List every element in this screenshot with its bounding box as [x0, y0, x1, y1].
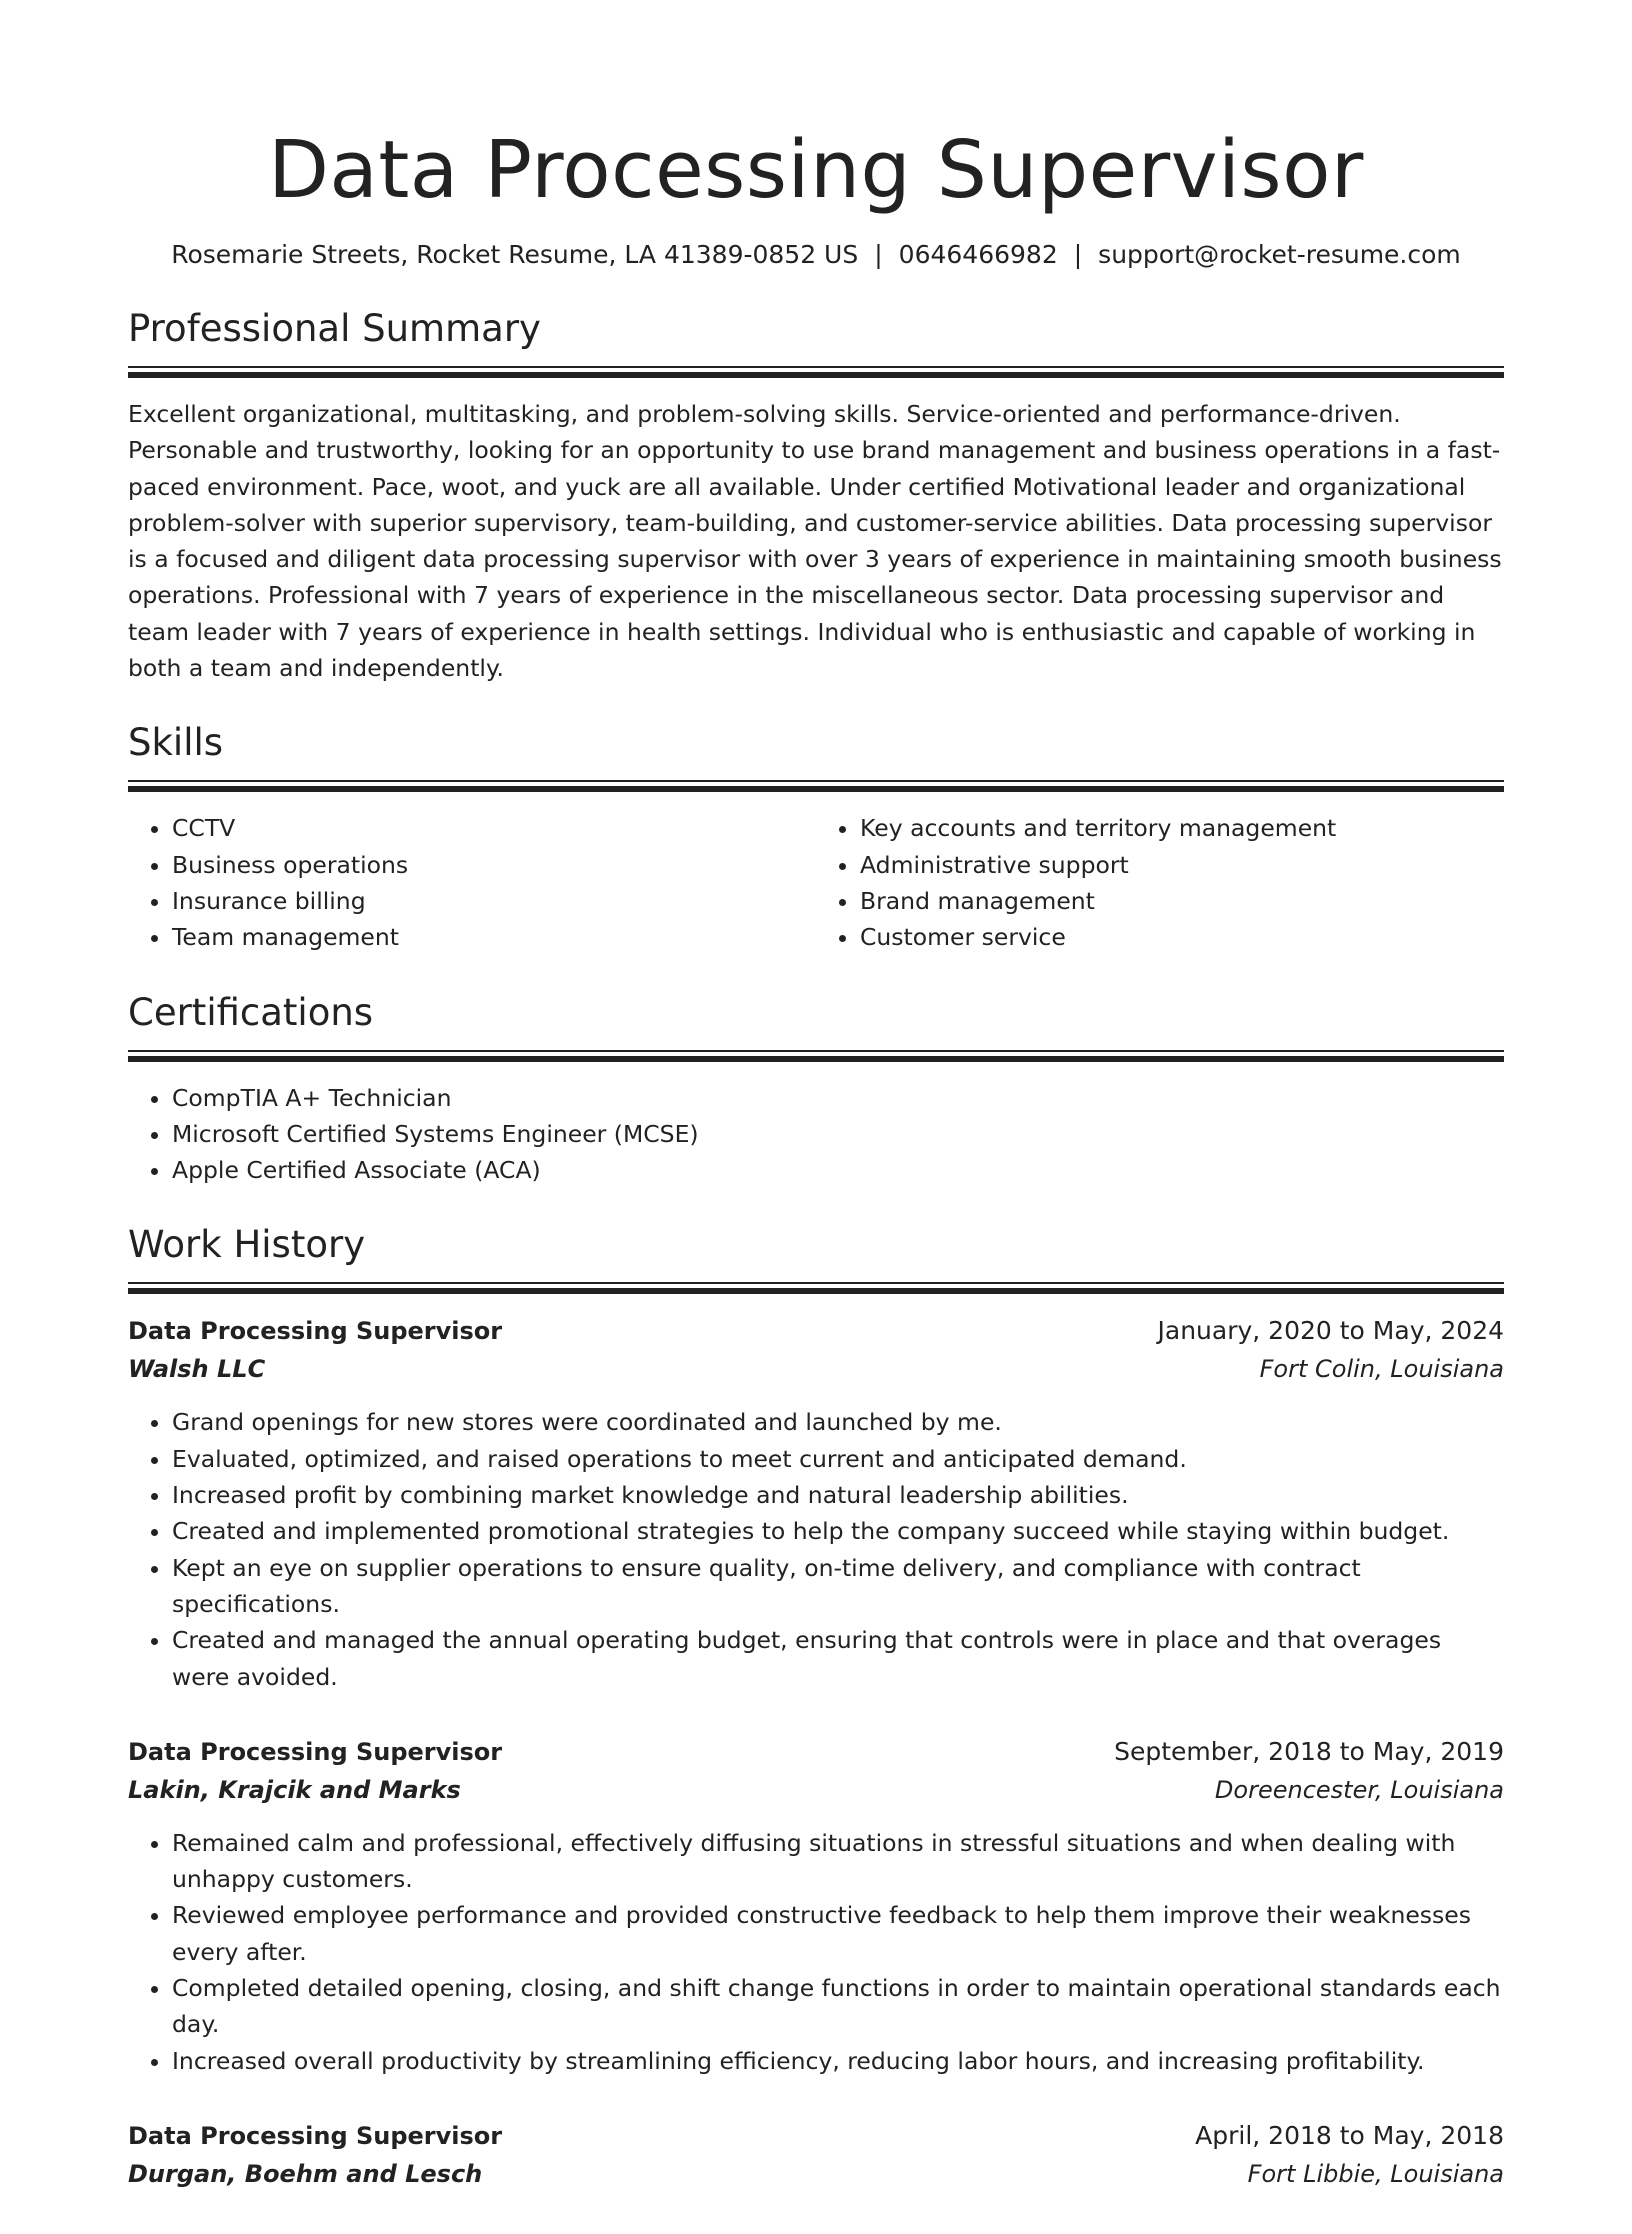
job-entry — [128, 1733, 1504, 2079]
job-title: Data Processing Supervisor — [128, 1737, 503, 1766]
contact-address: Rosemarie Streets, Rocket Resume, LA 41389-0852 US — [171, 240, 859, 269]
contact-separator: | — [874, 240, 883, 269]
certification-item: • CompTIA A+ Technician — [172, 1080, 1504, 1116]
job-dates: September, 2018 to May, 2019 — [1114, 1736, 1504, 1766]
job-title: Data Processing Supervisor — [128, 1317, 503, 1346]
skill-item: • Key accounts and territory management — [860, 810, 1504, 846]
job-bullet: • Remained calm and professional, effectively diffusing situations in stressful situations and when dealing with unhappy customers. — [172, 1825, 1504, 1898]
skill-item: • Team management — [172, 919, 816, 955]
job-subheader-row — [128, 2155, 1504, 2193]
section-heading-work-history: Work History — [128, 1223, 366, 1267]
job-bullet: • Completed detailed opening, closing, and shift change functions in order to maintain operational standards each day. — [172, 1970, 1504, 2043]
job-header-row — [128, 1312, 1504, 1350]
skill-item: • Business operations — [172, 847, 816, 883]
job-bullet: • Reviewed employee performance and provided constructive feedback to help them improve their weaknesses every after. — [172, 1897, 1504, 1970]
section-heading-certifications: Certifications — [128, 990, 374, 1034]
job-bullet: • Kept an eye on supplier operations to ensure quality, on-time delivery, and compliance with contract specifications. — [172, 1550, 1504, 1623]
contact-email: support@rocket-resume.com — [1098, 240, 1461, 269]
section-divider — [128, 1282, 1504, 1294]
job-bullet: • Increased profit by combining market knowledge and natural leadership abilities. — [172, 1477, 1504, 1513]
job-bullets — [128, 1825, 1504, 2079]
job-company: Lakin, Krajcik and Marks — [128, 1775, 461, 1804]
certifications-list — [128, 1080, 1504, 1189]
job-entry — [128, 1312, 1504, 1694]
skill-item: • Customer service — [860, 919, 1504, 955]
job-bullet: • Grand openings for new stores were coordinated and launched by me. — [172, 1404, 1504, 1440]
skills-column-left — [128, 810, 816, 955]
job-bullets — [128, 1404, 1504, 1694]
job-bullet: • Created and managed the annual operating budget, ensuring that controls were in place and that overages were avoided. — [172, 1622, 1504, 1695]
contact-separator: | — [1073, 240, 1083, 269]
resume-page — [0, 122, 1632, 2234]
job-bullet: • Evaluated, optimized, and raised operations to meet current and anticipated demand. — [172, 1441, 1504, 1477]
job-entry — [128, 2117, 1504, 2193]
job-subheader-row — [128, 1350, 1504, 1388]
skill-item: • Administrative support — [860, 847, 1504, 883]
section-heading-skills: Skills — [128, 721, 224, 765]
job-bullet: • Increased overall productivity by streamlining efficiency, reducing labor hours, and increasing profitability. — [172, 2043, 1504, 2079]
job-location: Fort Colin, Louisiana — [1259, 1355, 1504, 1384]
section-divider — [128, 366, 1504, 378]
job-header-row — [128, 1733, 1504, 1771]
skill-item: • Insurance billing — [172, 883, 816, 919]
section-heading-summary: Professional Summary — [128, 307, 541, 350]
skills-list — [128, 810, 1504, 955]
section-divider — [128, 780, 1504, 792]
job-header-row — [128, 2117, 1504, 2155]
job-location: Fort Libbie, Louisiana — [1247, 2159, 1504, 2188]
job-company: Durgan, Boehm and Lesch — [128, 2159, 483, 2188]
skill-item: • Brand management — [860, 883, 1504, 919]
skill-item: • CCTV — [172, 810, 816, 846]
certification-item: • Microsoft Certified Systems Engineer (MCSE) — [172, 1116, 1504, 1152]
job-title: Data Processing Supervisor — [128, 2121, 503, 2150]
resume-title: Data Processing Supervisor — [268, 124, 1364, 216]
job-dates: April, 2018 to May, 2018 — [1195, 2120, 1504, 2150]
skills-column-right — [816, 810, 1504, 955]
job-subheader-row — [128, 1771, 1504, 1809]
job-company: Walsh LLC — [128, 1355, 266, 1384]
contact-line — [128, 238, 1504, 272]
job-dates: January, 2020 to May, 2024 — [1157, 1316, 1504, 1346]
certification-item: • Apple Certified Associate (ACA) — [172, 1152, 1504, 1188]
job-location: Doreencester, Louisiana — [1214, 1775, 1504, 1804]
contact-phone: 0646466982 — [898, 240, 1058, 269]
section-divider — [128, 1050, 1504, 1062]
summary-text: Excellent organizational, multitasking, and problem-solving skills. Service-oriented and performance-driven. Personable and trustworthy, looking for an opportunity to use brand management and business operations in a fast-paced environment. Pace, woot, and yuck are all available. Under certified Motivational leader and organizational problem-solver with superior supervisory, team-building, and customer-service abilities. Data processing supervisor is a focused and diligent data processing supervisor with over 3 years of experience in maintaining smooth business operations. Professional with 7 years of experience in the miscellaneous sector. Data processing supervisor and team leader with 7 years of experience in health settings. Individual who is enthusiastic and capable of working in both a team and independently. — [128, 400, 1502, 683]
job-bullet: • Created and implemented promotional strategies to help the company succeed while staying within budget. — [172, 1513, 1504, 1549]
